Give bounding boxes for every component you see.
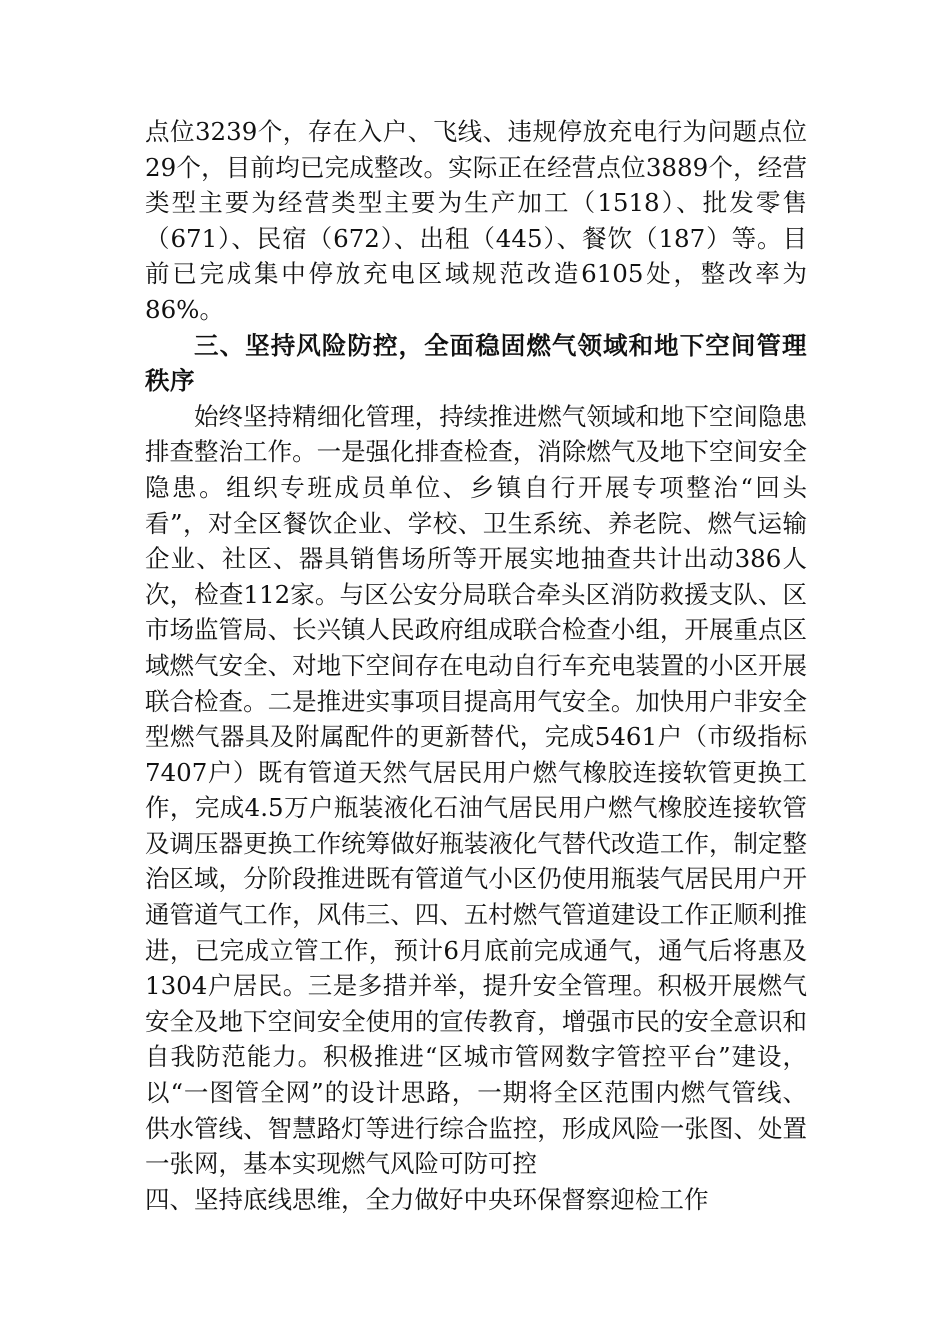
section-heading-3: 三、坚持风险防控，全面稳固燃气领域和地下空间管理秩序 (145, 330, 807, 396)
body-paragraph-gas-safety: 始终坚持精细化管理，持续推进燃气领域和地下空间隐患排查整治工作。一是强化排查检查，消除燃气及地下空间安全隐患。组织专班成员单位、乡镇自行开展专项整治“回头看”，对全区餐饮企业、学校、卫生系统、养老院、燃气运输企业、社区、器具销售场所等开展实地抽查共计出动386人次，检查112家。与区公安分局联合牵头区消防救援支队、区市场监管局、长兴镇人民政府组成联合检查小组，开展重点区域燃气安全、对地下空间存在电动自行车充电装置的小区开展联合检查。二是推进实事项目提高用气安全。加快用户非安全型燃气器具及附属配件的更新替代，完成5461户（市级指标7407户）既有管道天然气居民用户燃气橡胶连接软管更换工作，完成4.5万户瓶装液化石油气居民用户燃气橡胶连接软管及调压器更换工作统筹做好瓶装液化气替代改造工作，制定整治区域，分阶段推进既有管道气小区仍使用瓶装气居民用户开通管道气工作，风伟三、四、五村燃气管道建设工作正顺利推进，已完成立管工作，预计6月底前完成通气，通气后将惠及1304户居民。三是多措并举，提升安全管理。积极开展燃气安全及地下空间安全使用的宣传教育，增强市民的安全意识和自我防范能力。积极推进“区城市管网数字管控平台”建设，以“一图管全网”的设计思路，一期将全区范围内燃气管线、供水管线、智慧路灯等进行综合监控，形成风险一张图、处置一张网，基本实现燃气风险可防可控 (145, 401, 807, 1179)
body-paragraph-continued: 点位3239个，存在入户、飞线、违规停放充电行为问题点位29个，目前均已完成整改。实际正在经营点位3889个，经营类型主要为经营类型主要为生产加工（1518）、批发零售（671）、民宿（672）、出租（445）、餐饮（187）等。目前已完成集中停放充电区域规范改造6105处，整改率为86%。 (145, 117, 807, 324)
document-body (145, 114, 807, 1217)
section-heading-4: 四、坚持底线思维，全力做好中央环保督察迎检工作 (145, 1184, 709, 1214)
